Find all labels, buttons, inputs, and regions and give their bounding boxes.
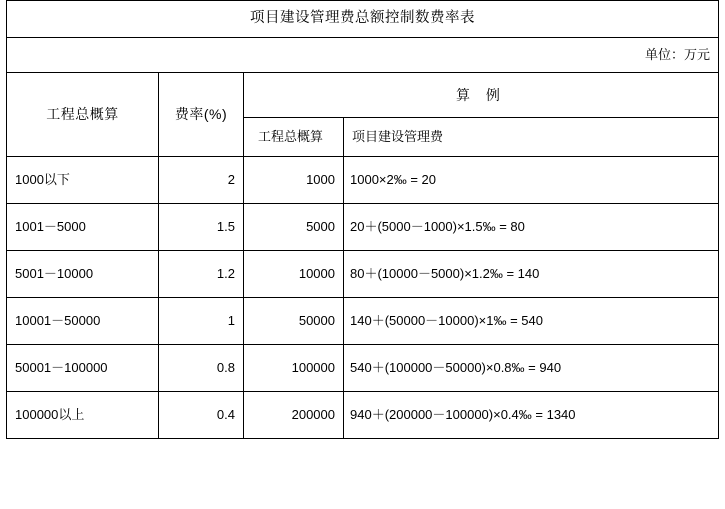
- cell-rate: [159, 298, 244, 345]
- row-formula: 80＋(10000－5000)×1.2‰ = 140: [350, 266, 540, 282]
- header-example-fee: 项目建设管理费: [352, 129, 444, 145]
- unit-note: 单位：万元: [644, 47, 710, 63]
- row-example-budget: 5000: [306, 219, 335, 235]
- header-total-budget: 工程总概算: [46, 106, 119, 123]
- table-row: [7, 251, 719, 298]
- row-formula: 140＋(50000－10000)×1‰ = 540: [350, 313, 543, 329]
- row-rate: 1.2: [216, 266, 235, 282]
- cell-rate: [159, 157, 244, 204]
- row-example-budget: 10000: [298, 266, 335, 282]
- cell-example-budget: [244, 157, 344, 204]
- header-example-group: 算 例: [456, 86, 506, 103]
- row-example-budget: 100000: [291, 360, 335, 376]
- header-example-fee-cell: [344, 118, 719, 157]
- unit-note-row: [7, 38, 719, 73]
- cell-formula: [344, 298, 719, 345]
- row-example-budget: 200000: [291, 407, 335, 423]
- cell-range: [7, 251, 159, 298]
- cell-rate: [159, 345, 244, 392]
- cell-rate: [159, 392, 244, 439]
- row-range: 5001－10000: [15, 266, 94, 282]
- row-example-budget: 50000: [298, 313, 335, 329]
- header-example-group-cell: [244, 73, 719, 118]
- cell-range: [7, 157, 159, 204]
- cell-example-budget: [244, 251, 344, 298]
- cell-formula: [344, 157, 719, 204]
- cell-rate: [159, 204, 244, 251]
- page-title: 项目建设管理费总额控制数费率表: [250, 10, 475, 27]
- table-row: [7, 204, 719, 251]
- unit-note-cell: [7, 38, 719, 73]
- row-rate: 0.4: [216, 407, 235, 423]
- header-rate: 费率(%): [174, 106, 228, 123]
- header-rate-cell: [159, 73, 244, 157]
- header-example-budget-cell: [244, 118, 344, 157]
- table-title-cell: [7, 1, 719, 38]
- row-rate: 2: [227, 172, 235, 188]
- header-row-top: [7, 73, 719, 118]
- row-range: 1001－5000: [15, 219, 86, 235]
- cell-rate: [159, 251, 244, 298]
- row-range: 10001－50000: [15, 313, 101, 329]
- row-example-budget: 1000: [306, 172, 335, 188]
- header-example-budget: 工程总概算: [257, 129, 323, 145]
- row-formula: 940＋(200000－100000)×0.4‰ = 1340: [350, 407, 576, 423]
- row-rate: 0.8: [216, 360, 235, 376]
- cell-range: [7, 345, 159, 392]
- row-formula: 20＋(5000－1000)×1.5‰ = 80: [350, 219, 525, 235]
- cell-range: [7, 298, 159, 345]
- row-range: 50001－100000: [15, 360, 108, 376]
- table-row: [7, 345, 719, 392]
- row-rate: 1.5: [216, 219, 235, 235]
- cell-example-budget: [244, 345, 344, 392]
- cell-formula: [344, 392, 719, 439]
- cell-formula: [344, 251, 719, 298]
- cell-example-budget: [244, 392, 344, 439]
- cell-example-budget: [244, 204, 344, 251]
- cell-range: [7, 204, 159, 251]
- row-range: 1000以下: [15, 172, 70, 188]
- table-row: [7, 157, 719, 204]
- table-title-row: [7, 1, 719, 38]
- table-row: [7, 298, 719, 345]
- row-range: 100000以上: [15, 407, 85, 423]
- row-formula: 540＋(100000－50000)×0.8‰ = 940: [350, 360, 562, 376]
- cell-range: [7, 392, 159, 439]
- row-rate: 1: [227, 313, 235, 329]
- cell-example-budget: [244, 298, 344, 345]
- header-total-budget-cell: [7, 73, 159, 157]
- row-formula: 1000×2‰ = 20: [350, 172, 437, 188]
- fee-rate-table: [6, 0, 719, 439]
- cell-formula: [344, 345, 719, 392]
- cell-formula: [344, 204, 719, 251]
- table-row: [7, 392, 719, 439]
